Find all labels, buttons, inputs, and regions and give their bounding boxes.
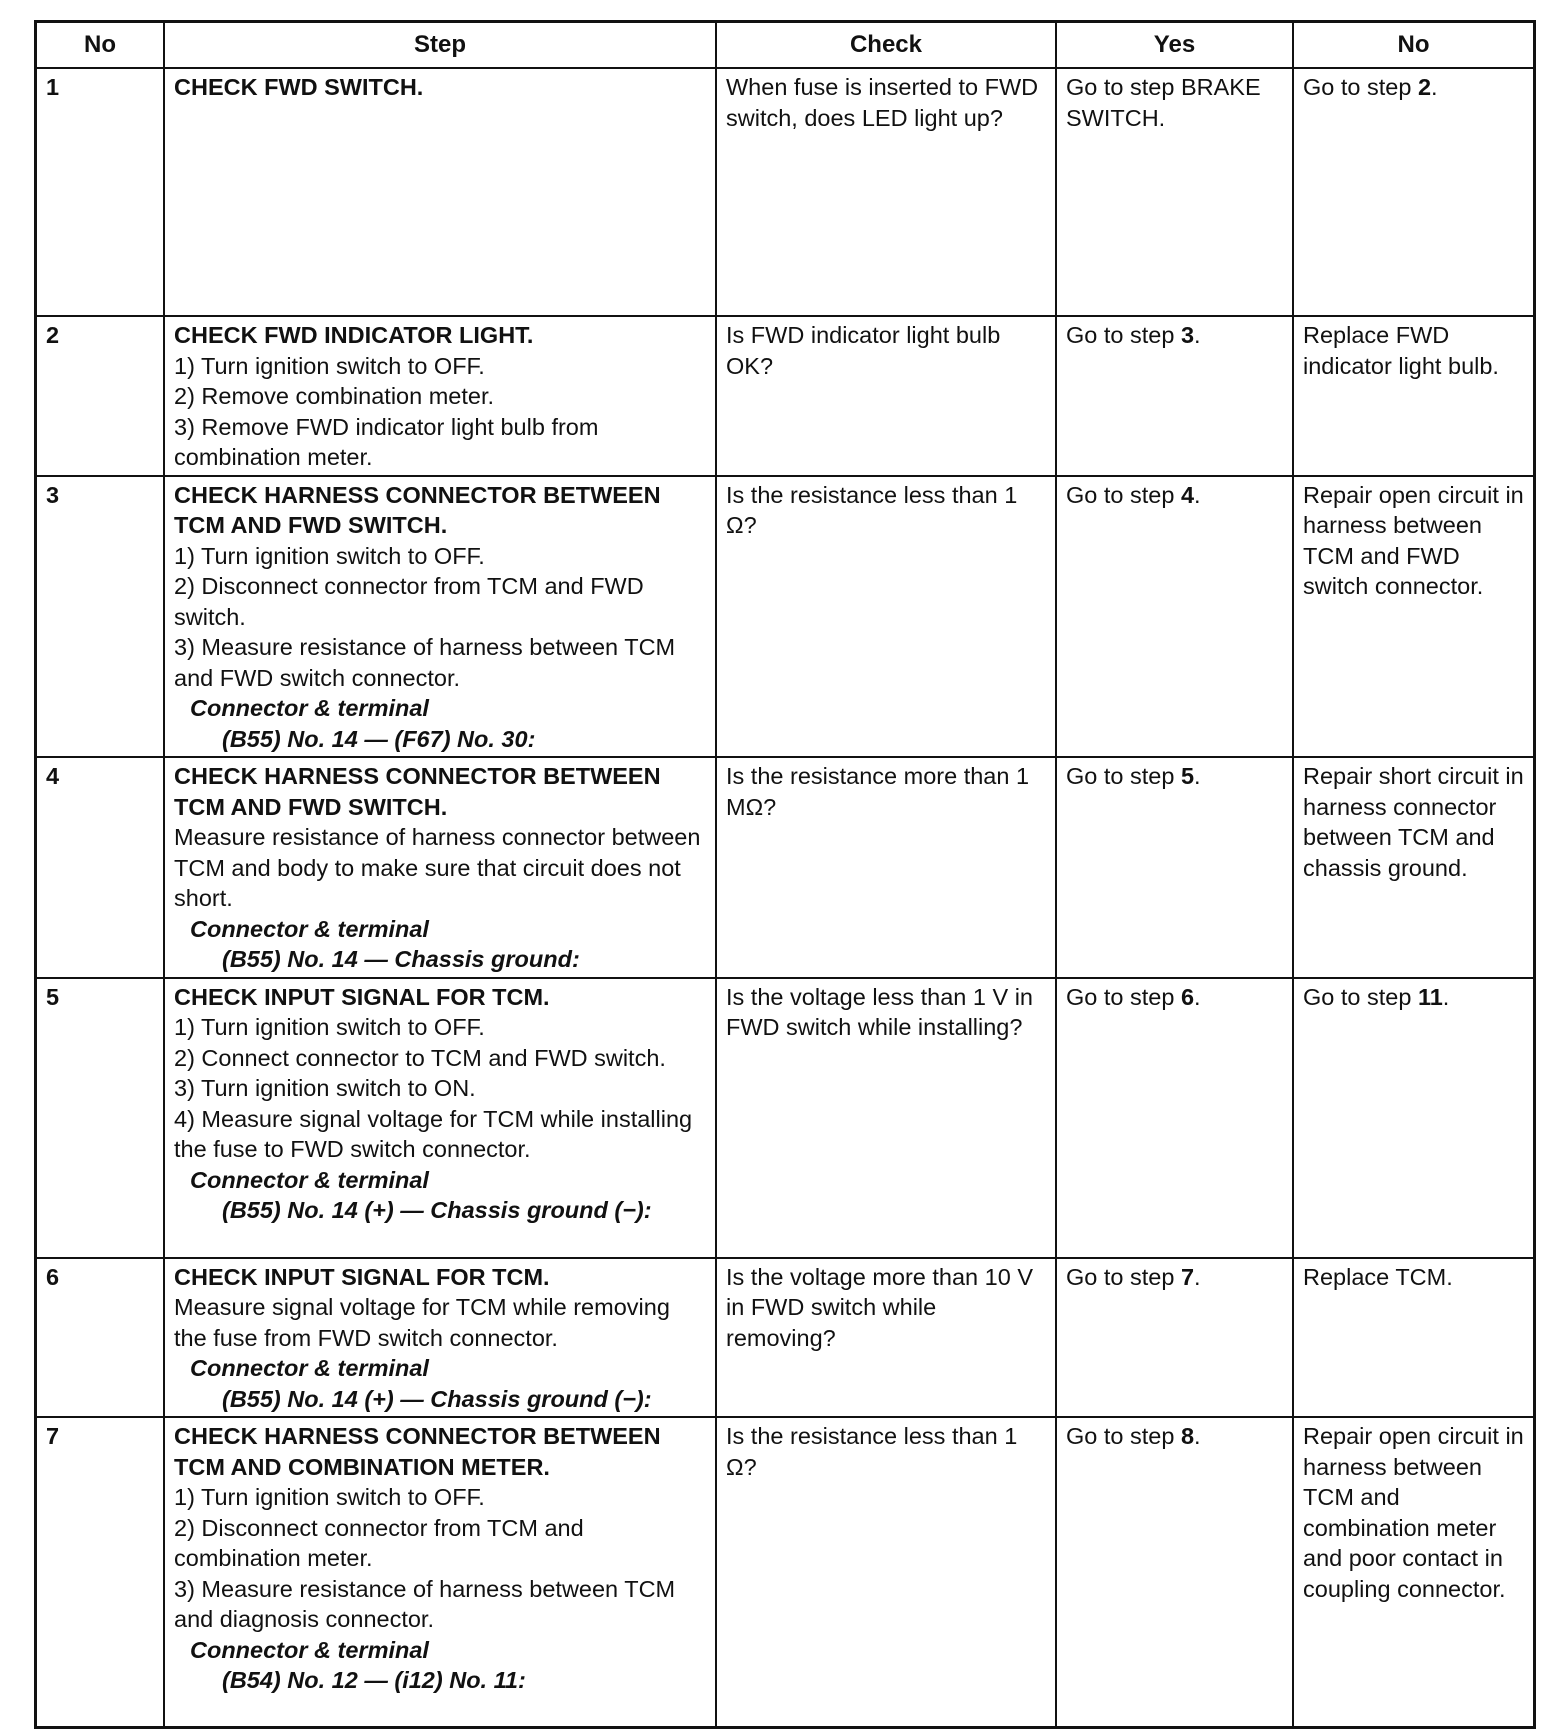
- connector-terminal-label: Connector & terminal: [190, 1355, 429, 1381]
- no-action-end: .: [1442, 983, 1450, 1010]
- check-question: Is FWD indicator light bulb OK?: [716, 316, 1056, 476]
- yes-action-end: .: [1194, 322, 1201, 348]
- step-instructions: [174, 541, 708, 694]
- step-number: 5: [36, 978, 165, 1258]
- no-action: [1293, 978, 1535, 1258]
- step-number: 6: [36, 1258, 165, 1418]
- step-instructions: [174, 1292, 708, 1353]
- step-cell: [164, 1258, 716, 1418]
- yes-action-text: Go to step BRAKE SWITCH.: [1066, 74, 1261, 131]
- no-action: [1293, 757, 1535, 978]
- instruction-line: 2) Disconnect connector from TCM and FWD switch.: [174, 573, 644, 630]
- yes-action-end: .: [1194, 763, 1201, 789]
- step-number: 7: [36, 1417, 165, 1727]
- connector-terminal-value: (B55) No. 14 — Chassis ground:: [222, 946, 580, 972]
- table-row: [36, 68, 1535, 316]
- yes-action-end: .: [1194, 1263, 1201, 1290]
- yes-action-end: .: [1194, 1423, 1201, 1449]
- step-title: CHECK HARNESS CONNECTOR BETWEEN TCM AND COMBINATION METER.: [174, 1423, 661, 1480]
- check-question: Is the voltage less than 1 V in FWD switch while installing?: [716, 978, 1056, 1258]
- instruction-line: 3) Measure resistance of harness between TCM and diagnosis connector.: [174, 1575, 676, 1632]
- no-action-text: Repair short circuit in harness connector between TCM and chassis ground.: [1303, 763, 1524, 881]
- yes-action-text: Go to step: [1066, 481, 1181, 508]
- instruction-line: 1) Turn ignition switch to OFF.: [174, 542, 485, 569]
- yes-action: [1056, 1258, 1293, 1418]
- yes-step-link: 3: [1180, 322, 1195, 348]
- yes-action-end: .: [1194, 983, 1201, 1010]
- yes-action: [1056, 757, 1293, 978]
- header-row: [36, 22, 1535, 69]
- yes-step-link: 5: [1180, 763, 1195, 789]
- instruction-line: 1) Turn ignition switch to OFF.: [174, 1014, 485, 1040]
- connector-terminal-label: Connector & terminal: [190, 695, 429, 721]
- step-cell: [164, 1417, 716, 1727]
- check-question: Is the resistance less than 1 Ω?: [716, 476, 1056, 758]
- connector-terminal-value: (B55) No. 14 — (F67) No. 30:: [222, 725, 536, 752]
- instruction-line: Measure resistance of harness connector between TCM and body to make sure that circuit does not short.: [174, 824, 701, 911]
- step-cell: [164, 68, 716, 316]
- connector-terminal-value: (B55) No. 14 (+) — Chassis ground (−):: [222, 1385, 652, 1412]
- step-cell: [164, 476, 716, 758]
- step-title: CHECK HARNESS CONNECTOR BETWEEN TCM AND FWD SWITCH.: [174, 763, 661, 820]
- step-cell: [164, 757, 716, 978]
- no-step-link: 11: [1417, 983, 1443, 1010]
- step-title: CHECK INPUT SIGNAL FOR TCM.: [174, 983, 550, 1010]
- yes-action-text: Go to step: [1066, 1263, 1181, 1290]
- yes-step-link: 4: [1180, 481, 1195, 508]
- yes-action: [1056, 316, 1293, 476]
- no-action-text: Go to step: [1303, 74, 1418, 100]
- check-question: Is the voltage more than 10 V in FWD switch while removing?: [716, 1258, 1056, 1418]
- yes-step-link: 8: [1180, 1423, 1195, 1449]
- instruction-line: 3) Remove FWD indicator light bulb from combination meter.: [174, 413, 599, 470]
- yes-action: [1056, 476, 1293, 758]
- no-action-text: Go to step: [1303, 983, 1418, 1010]
- no-action-text: Replace FWD indicator light bulb.: [1303, 322, 1499, 379]
- header-no-result: No: [1293, 22, 1535, 69]
- no-action-text: Replace TCM.: [1303, 1263, 1453, 1290]
- step-instructions: [174, 1012, 708, 1165]
- instruction-line: 2) Disconnect connector from TCM and combination meter.: [174, 1514, 584, 1571]
- step-number: 4: [36, 757, 165, 978]
- connector-terminal-value: (B54) No. 12 — (i12) No. 11:: [222, 1667, 526, 1693]
- table-row: [36, 1417, 1535, 1727]
- yes-action-end: .: [1194, 481, 1201, 508]
- no-step-link: 2: [1417, 74, 1432, 100]
- table-row: [36, 757, 1535, 978]
- yes-action-text: Go to step: [1066, 1423, 1181, 1449]
- step-cell: [164, 316, 716, 476]
- instruction-line: 2) Remove combination meter.: [174, 383, 495, 409]
- instruction-line: 4) Measure signal voltage for TCM while installing the fuse to FWD switch connector.: [174, 1105, 693, 1162]
- yes-action: [1056, 68, 1293, 316]
- step-number: 2: [36, 316, 165, 476]
- table-row: [36, 978, 1535, 1258]
- step-cell: [164, 978, 716, 1258]
- no-action: [1293, 1417, 1535, 1727]
- header-no: No: [36, 22, 165, 69]
- no-action: [1293, 476, 1535, 758]
- header-step: Step: [164, 22, 716, 69]
- step-title: CHECK INPUT SIGNAL FOR TCM.: [174, 1263, 550, 1290]
- step-number: 3: [36, 476, 165, 758]
- yes-action-text: Go to step: [1066, 983, 1181, 1010]
- connector-terminal-label: Connector & terminal: [190, 915, 429, 942]
- instruction-line: 3) Turn ignition switch to ON.: [174, 1075, 476, 1101]
- no-action: [1293, 68, 1535, 316]
- check-question: When fuse is inserted to FWD switch, does LED light up?: [716, 68, 1056, 316]
- yes-action: [1056, 1417, 1293, 1727]
- step-instructions: [174, 1482, 708, 1635]
- yes-action-text: Go to step: [1066, 763, 1181, 789]
- step-number: 1: [36, 68, 165, 316]
- table-row: [36, 1258, 1535, 1418]
- connector-terminal-label: Connector & terminal: [190, 1636, 429, 1663]
- step-instructions: [174, 351, 708, 473]
- no-action-text: Repair open circuit in harness between TCM and FWD switch connector.: [1303, 481, 1524, 599]
- step-title: CHECK HARNESS CONNECTOR BETWEEN TCM AND FWD SWITCH.: [174, 481, 661, 538]
- instruction-line: 1) Turn ignition switch to OFF.: [174, 352, 485, 379]
- step-title: CHECK FWD SWITCH.: [174, 74, 424, 100]
- check-question: Is the resistance less than 1 Ω?: [716, 1417, 1056, 1727]
- connector-terminal-value: (B55) No. 14 (+) — Chassis ground (−):: [222, 1197, 652, 1223]
- diagnosis-table: [34, 20, 1536, 1729]
- no-action: [1293, 1258, 1535, 1418]
- yes-step-link: 6: [1180, 983, 1195, 1010]
- step-instructions: [174, 822, 708, 914]
- yes-action-text: Go to step: [1066, 322, 1181, 348]
- connector-terminal-label: Connector & terminal: [190, 1166, 429, 1193]
- no-action-text: Repair open circuit in harness between TCM and combination meter and poor contact in coupling connector.: [1303, 1423, 1524, 1602]
- no-action: [1293, 316, 1535, 476]
- no-action-end: .: [1431, 74, 1438, 100]
- step-title: CHECK FWD INDICATOR LIGHT.: [174, 322, 534, 348]
- instruction-line: Measure signal voltage for TCM while removing the fuse from FWD switch connector.: [174, 1294, 670, 1351]
- instruction-line: 3) Measure resistance of harness between TCM and FWD switch connector.: [174, 634, 676, 691]
- table-row: [36, 476, 1535, 758]
- header-check: Check: [716, 22, 1056, 69]
- table-row: [36, 316, 1535, 476]
- instruction-line: 2) Connect connector to TCM and FWD switch.: [174, 1044, 666, 1071]
- yes-step-link: 7: [1180, 1263, 1195, 1290]
- instruction-line: 1) Turn ignition switch to OFF.: [174, 1484, 485, 1510]
- check-question: Is the resistance more than 1 MΩ?: [716, 757, 1056, 978]
- header-yes: Yes: [1056, 22, 1293, 69]
- yes-action: [1056, 978, 1293, 1258]
